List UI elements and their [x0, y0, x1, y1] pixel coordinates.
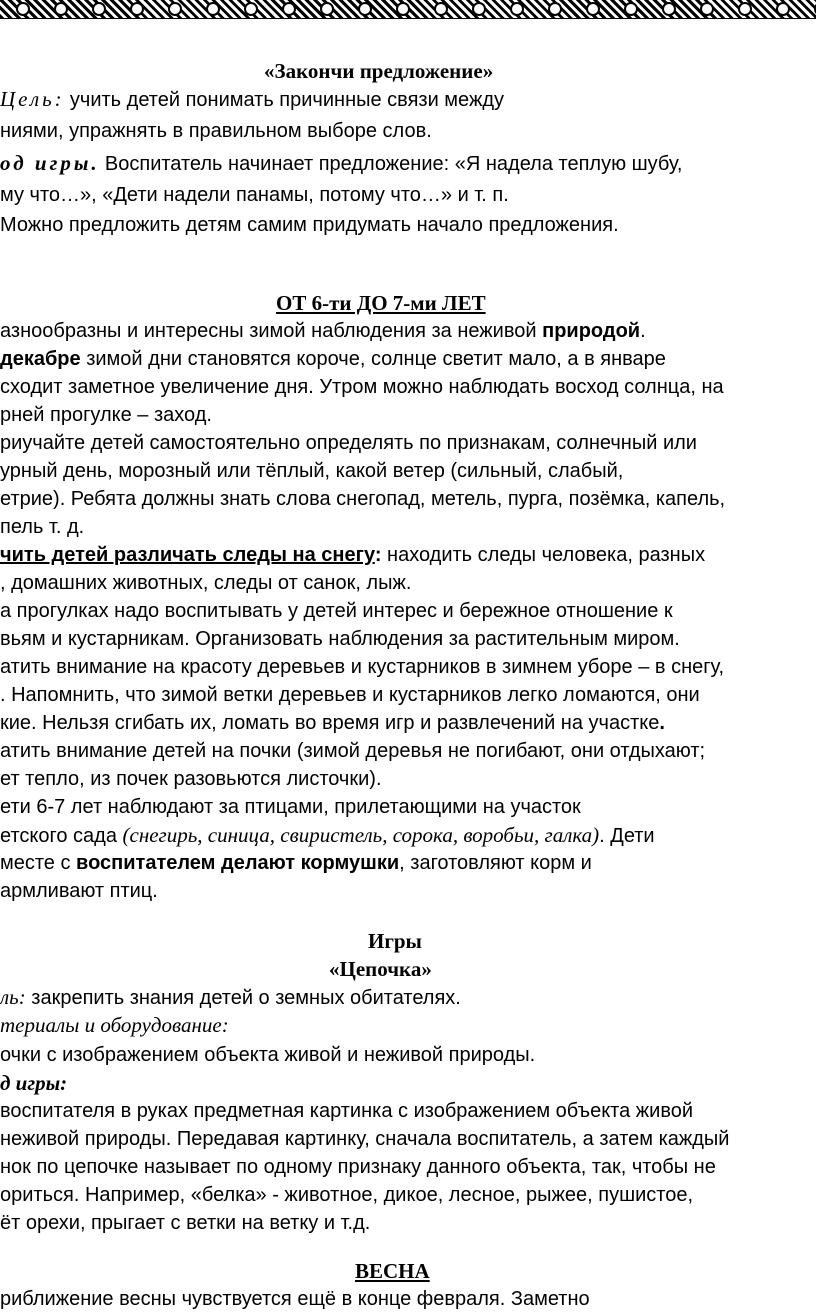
goal-line-2: ниями, упражнять в правильном выборе слов. — [0, 120, 432, 142]
ornament-knot — [434, 2, 448, 16]
materials-text: очки с изображением объекта живой и неживой природы. — [0, 1044, 536, 1066]
paragraph-line: ориться. Например, «белка» - животное, дикое, лесное, рыжее, пушистое, — [0, 1184, 694, 1206]
paragraph-line: етского сада (снегирь, синица, свиристель, сорока, воробьи, галка). Дети — [0, 823, 655, 847]
paragraph-line: пель т. д. — [0, 516, 85, 538]
paragraph-line: атить внимание детей на почки (зимой деревья не погибают, они отдыхают; — [0, 740, 706, 762]
games-heading: Игры — [368, 929, 422, 953]
paragraph-line: риближение весны чувствуется ещё в конце февраля. Заметно — [0, 1288, 590, 1310]
paragraph-line: вьям и кустарникам. Организовать наблюдения за растительным миром. — [0, 628, 680, 650]
ornament-knot — [130, 2, 144, 16]
ornament-knot — [472, 2, 486, 16]
ornament-knot — [738, 2, 752, 16]
paragraph-line: кие. Нельзя сгибать их, ломать во время игр и развлечений на участке. — [0, 712, 665, 734]
section-title: ОТ 6-ти ДО 7-ми ЛЕТ — [276, 291, 486, 315]
ornament-knot — [510, 2, 524, 16]
paragraph-line: азнообразны и интересны зимой наблюдения за неживой природой. — [0, 320, 646, 342]
ornament-knot — [358, 2, 372, 16]
paragraph-line: . Напомнить, что зимой ветки деревьев и кустарников легко ломаются, они — [0, 684, 700, 706]
paragraph-line: армливают птиц. — [0, 880, 158, 902]
paragraph-line: сходит заметное увеличение дня. Утром можно наблюдать восход солнца, на — [0, 376, 724, 398]
ornament-knot — [54, 2, 68, 16]
paragraph-line: чить детей различать следы на снегу: находить следы человека, разных — [0, 544, 706, 566]
play-label: д игры: — [0, 1071, 68, 1095]
paragraph-line: неживой природы. Передавая картинку, сначала воспитатель, а затем каждый — [0, 1128, 730, 1150]
paragraph-line: ети 6-7 лет наблюдают за птицами, прилетающими на участок — [0, 796, 581, 818]
paragraph-line: воспитателя в руках предметная картинка с изображением объекта живой — [0, 1100, 694, 1122]
goal-line: ль: закрепить знания детей о земных обитателях. — [0, 985, 461, 1009]
play-label: од игры. — [0, 151, 100, 175]
play-line-3: Можно предложить детям самим придумать начало предложения. — [0, 214, 619, 236]
goal-label: Цель: — [0, 87, 65, 111]
ornament-knot — [16, 2, 30, 16]
ornament-knot — [586, 2, 600, 16]
spring-title: ВЕСНА — [355, 1259, 430, 1283]
ornament-knot — [396, 2, 410, 16]
ornament-knot — [776, 2, 790, 16]
paragraph-line: месте с воспитателем делают кормушки, заготовляют корм и — [0, 852, 592, 874]
game-title: «Цепочка» — [329, 957, 432, 981]
paragraph-line: нок по цепочке называет по одному признаку данного объекта, так, чтобы не — [0, 1156, 716, 1178]
decorative-border — [0, 0, 816, 19]
ornament-knot — [624, 2, 638, 16]
paragraph-line: етрие). Ребята должны знать слова снегопад, метель, пурга, позёмка, капель, — [0, 488, 726, 510]
ornament-knot — [92, 2, 106, 16]
play-line-1: од игры. Воспитатель начинает предложение: «Я надела теплую шубу, — [0, 151, 683, 175]
paragraph-line: , домашних животных, следы от санок, лыж. — [0, 572, 412, 594]
ornament-knot — [548, 2, 562, 16]
ornament-knot — [244, 2, 258, 16]
goal-line-1: Цель: учить детей понимать причинные связи между — [0, 87, 504, 111]
game-title: «Закончи предложение» — [264, 59, 494, 83]
ornament-knot — [320, 2, 334, 16]
paragraph-line: а прогулках надо воспитывать у детей интерес и бережное отношение к — [0, 600, 673, 622]
paragraph-line: ёт орехи, прыгает с ветки на ветку и т.д. — [0, 1212, 371, 1234]
paragraph-line: урный день, морозный или тёплый, какой ветер (сильный, слабый, — [0, 460, 624, 482]
ornament-knot — [282, 2, 296, 16]
ornament-knot — [700, 2, 714, 16]
ornament-knot — [206, 2, 220, 16]
ornament-knot — [168, 2, 182, 16]
materials-label: териалы и оборудование: — [0, 1013, 229, 1037]
paragraph-line: риучайте детей самостоятельно определять по признакам, солнечный или — [0, 432, 697, 454]
paragraph-line: декабре зимой дни становятся короче, солнце светит мало, а в январе — [0, 348, 666, 370]
paragraph-line: атить внимание на красоту деревьев и кустарников в зимнем уборе – в снегу, — [0, 656, 725, 678]
ornament-knot — [662, 2, 676, 16]
play-line-2: му что…», «Дети надели панамы, потому что…» и т. п. — [0, 184, 509, 206]
paragraph-line: ет тепло, из почек разовьются листочки). — [0, 768, 382, 790]
paragraph-line: рней прогулке – заход. — [0, 404, 212, 426]
